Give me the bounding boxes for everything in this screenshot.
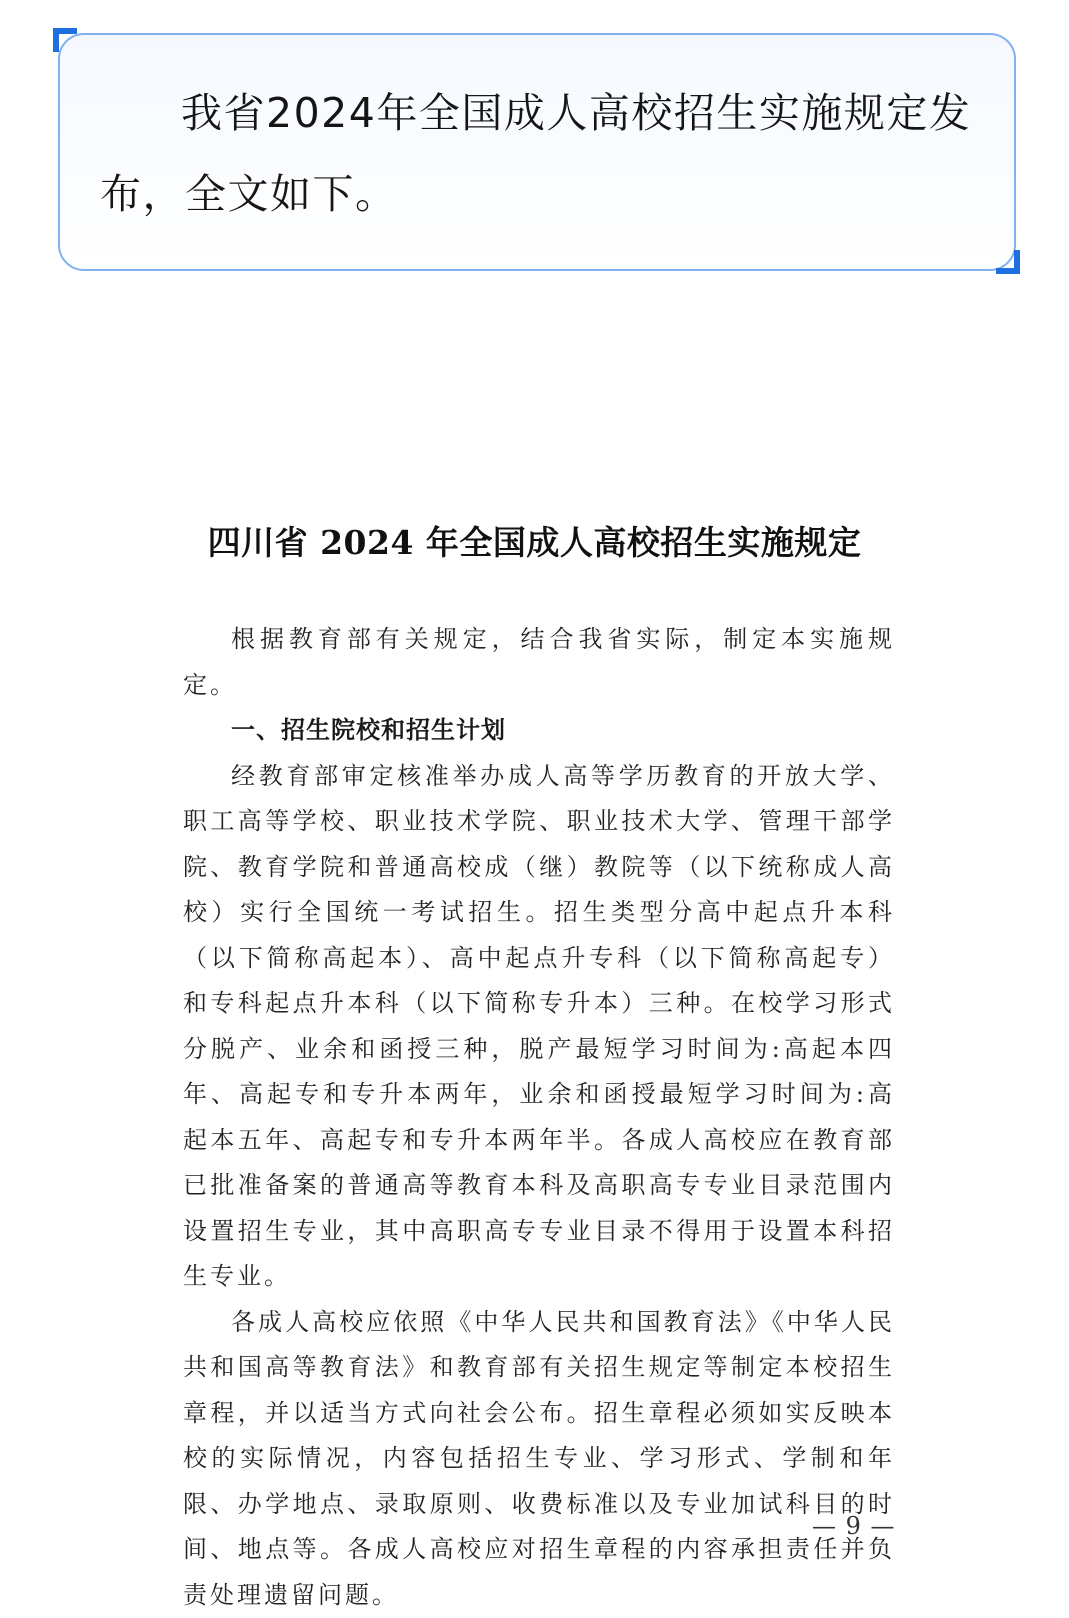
- document-title: 四川省 2024 年全国成人高校招生实施规定: [0, 518, 1069, 568]
- section-heading: 一、招生院校和招生计划: [183, 708, 895, 754]
- body-paragraph: 经教育部审定核准举办成人高等学历教育的开放大学、职工高等学校、职业技术学院、职业技术大学、管理干部学院、教育学院和普通高校成（继）教院等（以下统称成人高校）实行全国统一考试招生。招生类型分高中起点升本科（以下简称高起本）、高中起点升专科（以下简称高起专）和专科起点升本科（以下简称专升本）三种。在校学习形式分脱产、业余和函授三种，脱产最短学习时间为:高起本四年、高起专和专升本两年，业余和函授最短学习时间为:高起本五年、高起专和专升本两年半。各成人高校应在教育部已批准备案的普通高等教育本科及高职高专专业目录范围内设置招生专业，其中高职高专专业目录不得用于设置本科招生专业。: [183, 754, 895, 1300]
- callout-corner-top-left: [53, 28, 77, 52]
- intro-paragraph: 根据教育部有关规定，结合我省实际，制定本实施规定。: [183, 617, 895, 708]
- page-number: — 9 —: [812, 1512, 896, 1540]
- callout-corner-bottom-right: [996, 250, 1020, 274]
- document-body: [183, 617, 895, 1618]
- body-paragraph: 各成人高校应依照《中华人民共和国教育法》《中华人民共和国高等教育法》和教育部有关招生规定等制定本校招生章程，并以适当方式向社会公布。招生章程必须如实反映本校的实际情况，内容包括招生专业、学习形式、学制和年限、办学地点、录取原则、收费标准以及专业加试科目的时间、地点等。各成人高校应对招生章程的内容承担责任并负责处理遗留问题。: [183, 1300, 895, 1618]
- callout-text: 我省2024年全国成人高校招生实施规定发布，全文如下。: [100, 73, 980, 235]
